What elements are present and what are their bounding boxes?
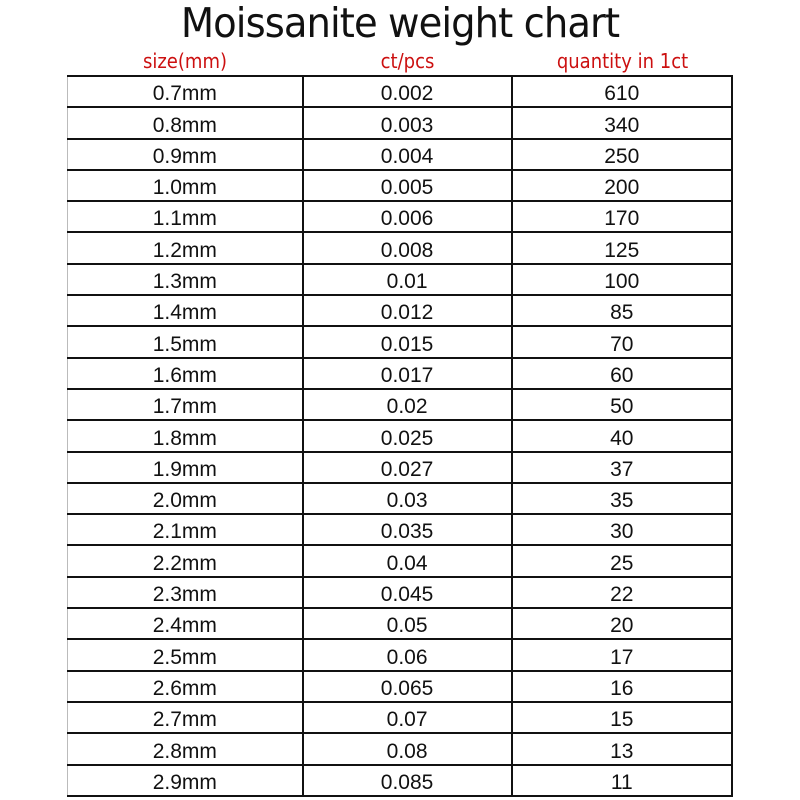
ct-per-pcs-cell: 0.015: [303, 326, 512, 357]
table-row: [68, 264, 733, 295]
size-cell: 1.1mm: [68, 201, 303, 232]
ct-per-pcs-cell: 0.008: [303, 232, 512, 263]
size-cell: 0.7mm: [68, 76, 303, 107]
table-row: [68, 232, 733, 263]
ct-per-pcs-cell: 0.005: [303, 170, 512, 201]
table-row: [68, 420, 733, 451]
size-cell: 1.4mm: [68, 295, 303, 326]
size-cell: 2.6mm: [68, 671, 303, 702]
ct-per-pcs-cell: 0.01: [303, 264, 512, 295]
size-cell: 2.2mm: [68, 545, 303, 576]
size-cell: 1.5mm: [68, 326, 303, 357]
table-row: [68, 139, 733, 170]
table-row: [68, 702, 733, 733]
table-row: [68, 765, 733, 796]
ct-per-pcs-cell: 0.05: [303, 608, 512, 639]
quantity-cell: 25: [512, 545, 732, 576]
ct-per-pcs-cell: 0.03: [303, 483, 512, 514]
quantity-cell: 125: [512, 232, 732, 263]
table-row: [68, 514, 733, 545]
table-row: [68, 326, 733, 357]
size-cell: 1.9mm: [68, 452, 303, 483]
ct-per-pcs-cell: 0.04: [303, 545, 512, 576]
ct-per-pcs-cell: 0.027: [303, 452, 512, 483]
ct-per-pcs-cell: 0.065: [303, 671, 512, 702]
page-title: Moissanite weight chart: [180, 0, 620, 47]
ct-per-pcs-cell: 0.003: [303, 107, 512, 138]
size-cell: 2.4mm: [68, 608, 303, 639]
table-row: [68, 76, 733, 107]
ct-per-pcs-cell: 0.035: [303, 514, 512, 545]
size-cell: 2.1mm: [68, 514, 303, 545]
column-header-quantity: quantity in 1ct: [556, 49, 689, 73]
ct-per-pcs-cell: 0.08: [303, 733, 512, 764]
quantity-cell: 37: [512, 452, 732, 483]
quantity-cell: 340: [512, 107, 732, 138]
quantity-cell: 17: [512, 639, 732, 670]
ct-per-pcs-cell: 0.017: [303, 358, 512, 389]
quantity-cell: 40: [512, 420, 732, 451]
size-cell: 2.3mm: [68, 577, 303, 608]
size-cell: 2.9mm: [68, 765, 303, 796]
quantity-cell: 11: [512, 765, 732, 796]
size-cell: 1.8mm: [68, 420, 303, 451]
table-row: [68, 545, 733, 576]
size-cell: 2.8mm: [68, 733, 303, 764]
quantity-cell: 250: [512, 139, 732, 170]
ct-per-pcs-cell: 0.06: [303, 639, 512, 670]
ct-per-pcs-cell: 0.025: [303, 420, 512, 451]
table-row: [68, 358, 733, 389]
column-header-size: size(mm): [142, 49, 228, 73]
quantity-cell: 35: [512, 483, 732, 514]
table-row: [68, 295, 733, 326]
size-cell: 1.0mm: [68, 170, 303, 201]
size-cell: 1.2mm: [68, 232, 303, 263]
quantity-cell: 85: [512, 295, 732, 326]
size-cell: 1.6mm: [68, 358, 303, 389]
size-cell: 0.8mm: [68, 107, 303, 138]
size-cell: 2.5mm: [68, 639, 303, 670]
table-row: [68, 170, 733, 201]
quantity-cell: 15: [512, 702, 732, 733]
ct-per-pcs-cell: 0.012: [303, 295, 512, 326]
quantity-cell: 20: [512, 608, 732, 639]
quantity-cell: 610: [512, 76, 732, 107]
size-cell: 0.9mm: [68, 139, 303, 170]
size-cell: 2.0mm: [68, 483, 303, 514]
quantity-cell: 70: [512, 326, 732, 357]
weight-table: [67, 75, 733, 797]
size-cell: 1.3mm: [68, 264, 303, 295]
table-row: [68, 483, 733, 514]
ct-per-pcs-cell: 0.07: [303, 702, 512, 733]
column-header-ct-per-pcs: ct/pcs: [380, 49, 435, 73]
table-row: [68, 201, 733, 232]
quantity-cell: 170: [512, 201, 732, 232]
column-headers: [67, 48, 733, 75]
quantity-cell: 13: [512, 733, 732, 764]
table-row: [68, 577, 733, 608]
size-cell: 1.7mm: [68, 389, 303, 420]
ct-per-pcs-cell: 0.02: [303, 389, 512, 420]
table-row: [68, 107, 733, 138]
table-row: [68, 452, 733, 483]
ct-per-pcs-cell: 0.004: [303, 139, 512, 170]
table-row: [68, 608, 733, 639]
ct-per-pcs-cell: 0.045: [303, 577, 512, 608]
ct-per-pcs-cell: 0.002: [303, 76, 512, 107]
quantity-cell: 200: [512, 170, 732, 201]
quantity-cell: 100: [512, 264, 732, 295]
quantity-cell: 50: [512, 389, 732, 420]
table-row: [68, 639, 733, 670]
quantity-cell: 16: [512, 671, 732, 702]
table-row: [68, 733, 733, 764]
ct-per-pcs-cell: 0.085: [303, 765, 512, 796]
table-row: [68, 671, 733, 702]
table-row: [68, 389, 733, 420]
size-cell: 2.7mm: [68, 702, 303, 733]
quantity-cell: 30: [512, 514, 732, 545]
ct-per-pcs-cell: 0.006: [303, 201, 512, 232]
quantity-cell: 60: [512, 358, 732, 389]
quantity-cell: 22: [512, 577, 732, 608]
